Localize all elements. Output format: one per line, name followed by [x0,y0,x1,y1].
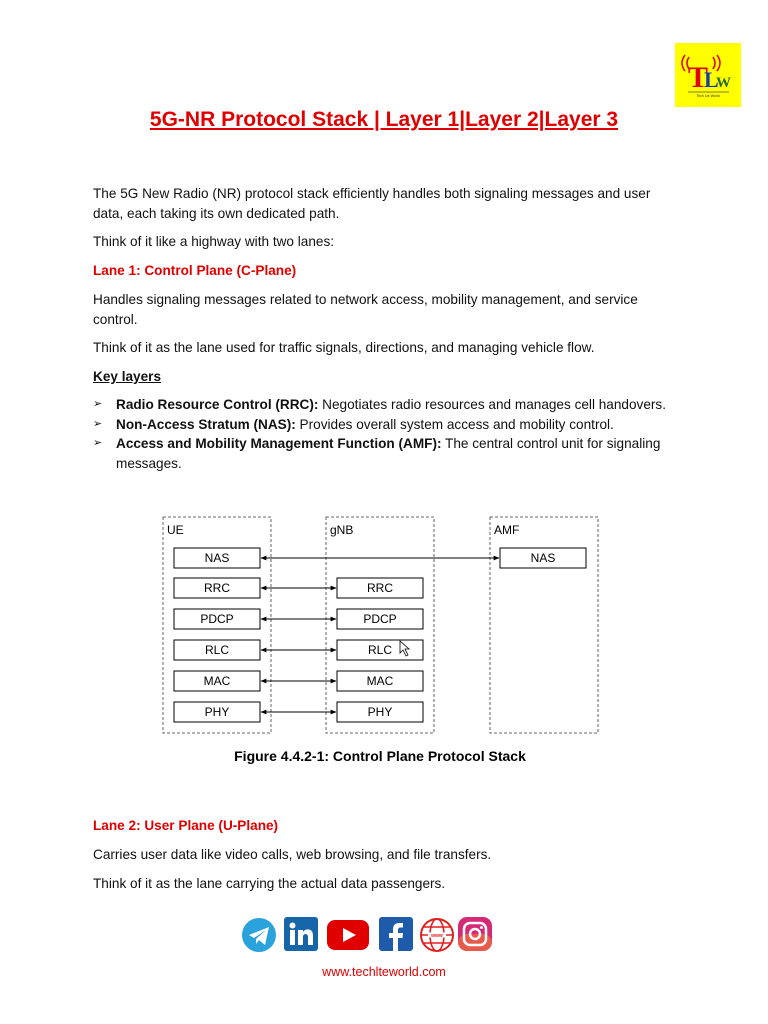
gnb-layer-phy [337,702,423,722]
svg-text:RLC: RLC [367,643,393,657]
svg-text:NAS: NAS [530,551,556,565]
bullet-desc: Provides overall system access and mobility control. [295,417,614,432]
amf-layer-nas [500,548,586,568]
bullet-desc: The central control unit for signaling messages. [116,436,661,471]
key-layers-label: Key layers [93,369,162,384]
ue-layer-pdcp [174,609,260,629]
svg-text:PDCP: PDCP [363,612,397,626]
diagram-svg [160,515,602,771]
bullet-desc: Negotiates radio resources and manages cell handovers. [318,397,667,412]
intro-paragraph: The 5G New Radio (NR) protocol stack efficiently handles both signaling messages and user data, each taking its own dedicated path. [93,186,651,221]
svg-text:W: W [716,75,731,91]
svg-text:T: T [688,61,709,94]
lane2-heading: Lane 2: User Plane (U-Plane) [93,818,279,833]
svg-text:PHY: PHY [204,705,230,719]
gnb-layer-rrc [337,578,423,598]
figure-caption: Figure 4.4.2-1: Control Plane Protocol Stack [234,748,526,764]
svg-text:RRC: RRC [204,581,230,595]
facebook-icon[interactable] [379,917,413,951]
instagram-icon[interactable] [458,917,492,951]
arrow-bullet-icon: ➢ [93,398,103,410]
youtube-icon[interactable] [327,920,369,950]
bullet-term: Non-Access Stratum (NAS): [116,417,296,432]
site-logo [675,43,741,107]
svg-text:MAC: MAC [366,674,394,688]
gnb-layer-mac [337,671,423,691]
ue-layer-rrc [174,578,260,598]
ue-layer-mac [174,671,260,691]
telegram-icon[interactable] [242,918,276,952]
svg-text:PHY: PHY [367,705,393,719]
entity-label-gnb: gNB [330,523,354,537]
entity-label-ue: UE [167,523,184,537]
arrow-bullet-icon: ➢ [93,437,103,449]
svg-text:NAS: NAS [204,551,230,565]
ue-layer-nas [174,548,260,568]
arrow-bullet-icon: ➢ [93,418,103,430]
gnb-layer-pdcp [337,609,423,629]
lane2-description: Carries user data like video calls, web browsing, and file transfers. [93,847,492,862]
website-link[interactable]: www.techlteworld.com [322,965,446,979]
svg-text:MAC: MAC [203,674,231,688]
svg-text:RLC: RLC [204,643,230,657]
social-icons-row [241,916,493,954]
svg-text:L: L [704,67,719,92]
logo-graphic [675,43,741,107]
bullet-term: Access and Mobility Management Function (AMF): [116,436,442,451]
intro-analogy: Think of it like a highway with two lanes: [93,234,335,249]
bullet-term: Radio Resource Control (RRC): [116,397,319,412]
globe-icon[interactable] [421,919,453,951]
svg-text:RRC: RRC [367,581,393,595]
entity-label-amf: AMF [494,523,520,537]
ue-layer-phy [174,702,260,722]
svg-text:www: www [431,933,443,939]
ue-layer-rlc [174,640,260,660]
gnb-layer-rlc [337,640,423,660]
svg-text:Tech Lte World: Tech Lte World [696,94,720,98]
lane2-analogy: Think of it as the lane carrying the actual data passengers. [93,876,446,891]
control-plane-diagram [160,515,602,771]
linkedin-icon[interactable] [284,917,318,951]
lane1-analogy: Think of it as the lane used for traffic signals, directions, and managing vehicle flow. [93,340,595,355]
page-title: 5G-NR Protocol Stack | Layer 1|Layer 2|Layer 3 [149,108,619,131]
svg-text:PDCP: PDCP [200,612,234,626]
lane1-heading: Lane 1: Control Plane (C-Plane) [93,263,297,278]
lane1-description: Handles signaling messages related to network access, mobility management, and service control. [93,292,638,327]
